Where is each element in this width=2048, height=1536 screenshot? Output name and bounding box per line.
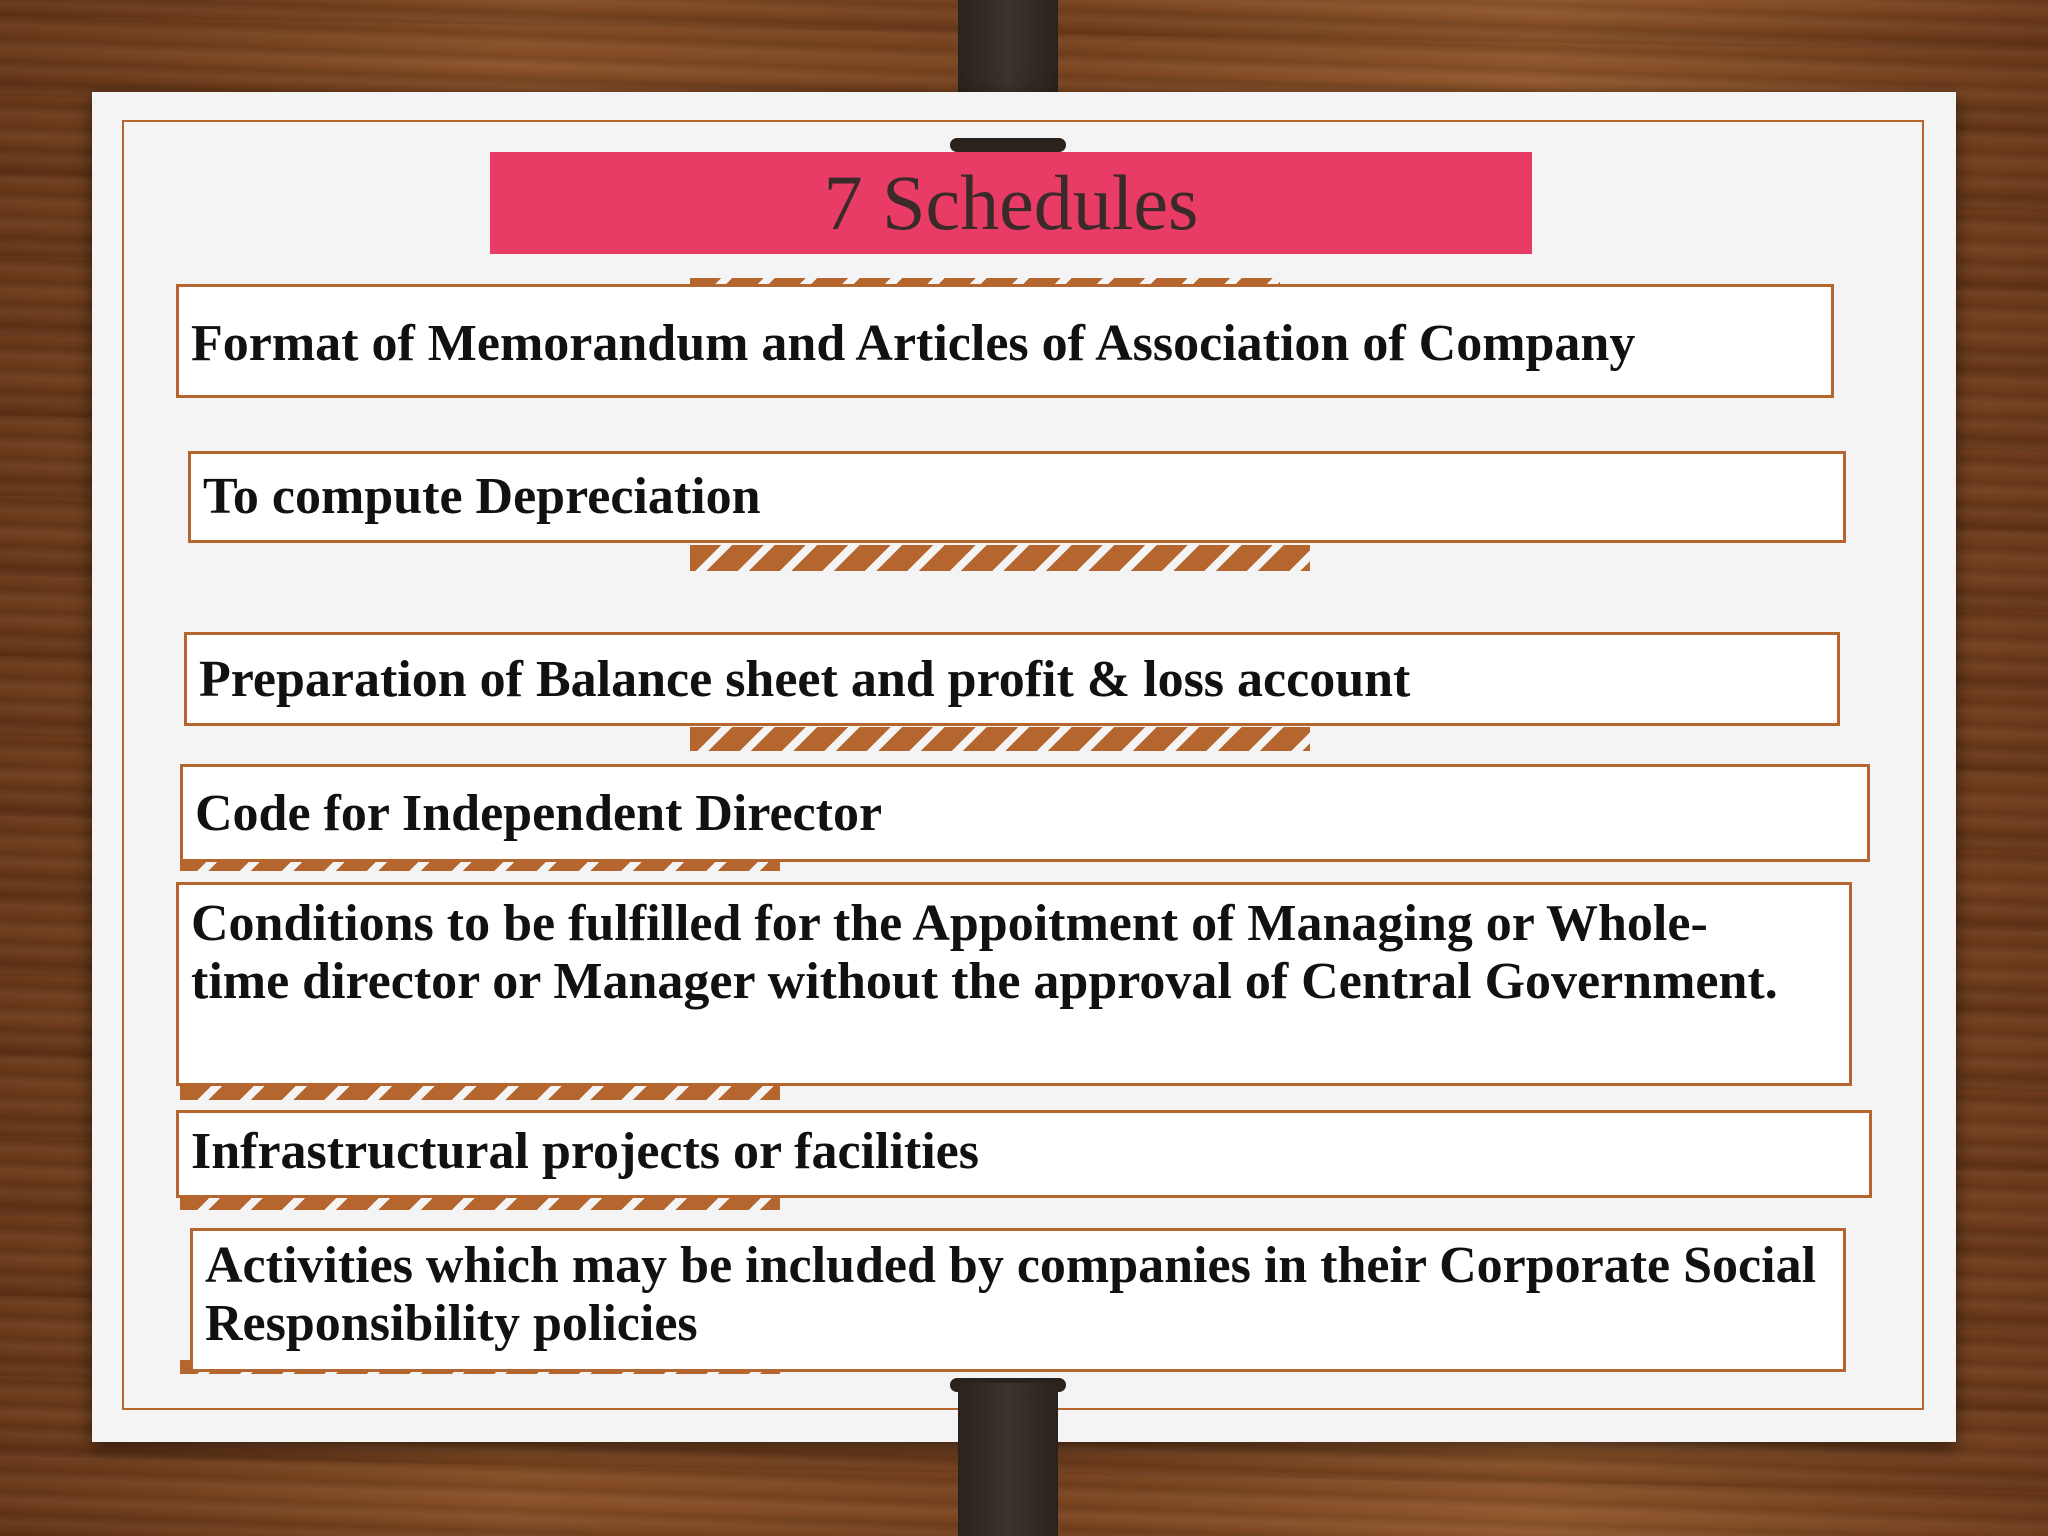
hatch-divider-6 — [180, 1196, 780, 1210]
schedule-item-1-text: Format of Memorandum and Articles of Association of Company — [191, 315, 1636, 372]
hatch-divider-3 — [690, 727, 1310, 751]
schedule-item-6-text: Infrastructural projects or facilities — [191, 1123, 979, 1180]
hatch-divider-5 — [180, 1086, 780, 1100]
slide-title: 7 Schedules — [823, 159, 1199, 246]
schedule-item-2 — [188, 451, 1846, 543]
schedule-item-7 — [190, 1228, 1846, 1372]
schedule-item-4-text: Code for Independent Director — [195, 785, 883, 842]
bottom-strap — [958, 1383, 1058, 1536]
schedule-item-5 — [176, 882, 1852, 1086]
slide-title-bar — [490, 152, 1532, 254]
schedule-item-7-text: Activities which may be included by companies in their Corporate Social Responsibility policies — [205, 1237, 1817, 1353]
schedule-item-4 — [180, 764, 1870, 862]
hatch-divider-2 — [690, 545, 1310, 571]
schedule-item-6 — [176, 1110, 1872, 1198]
schedule-item-3 — [184, 632, 1840, 726]
schedule-item-5-text: Conditions to be fulfilled for the Appoitment of Managing or Whole-time director or Manager without the approval of Central Government. — [191, 895, 1778, 1011]
schedule-item-1 — [176, 284, 1834, 398]
schedule-item-2-text: To compute Depreciation — [203, 468, 761, 525]
schedule-item-3-text: Preparation of Balance sheet and profit & loss account — [199, 651, 1411, 708]
top-strap-clip — [950, 138, 1066, 152]
